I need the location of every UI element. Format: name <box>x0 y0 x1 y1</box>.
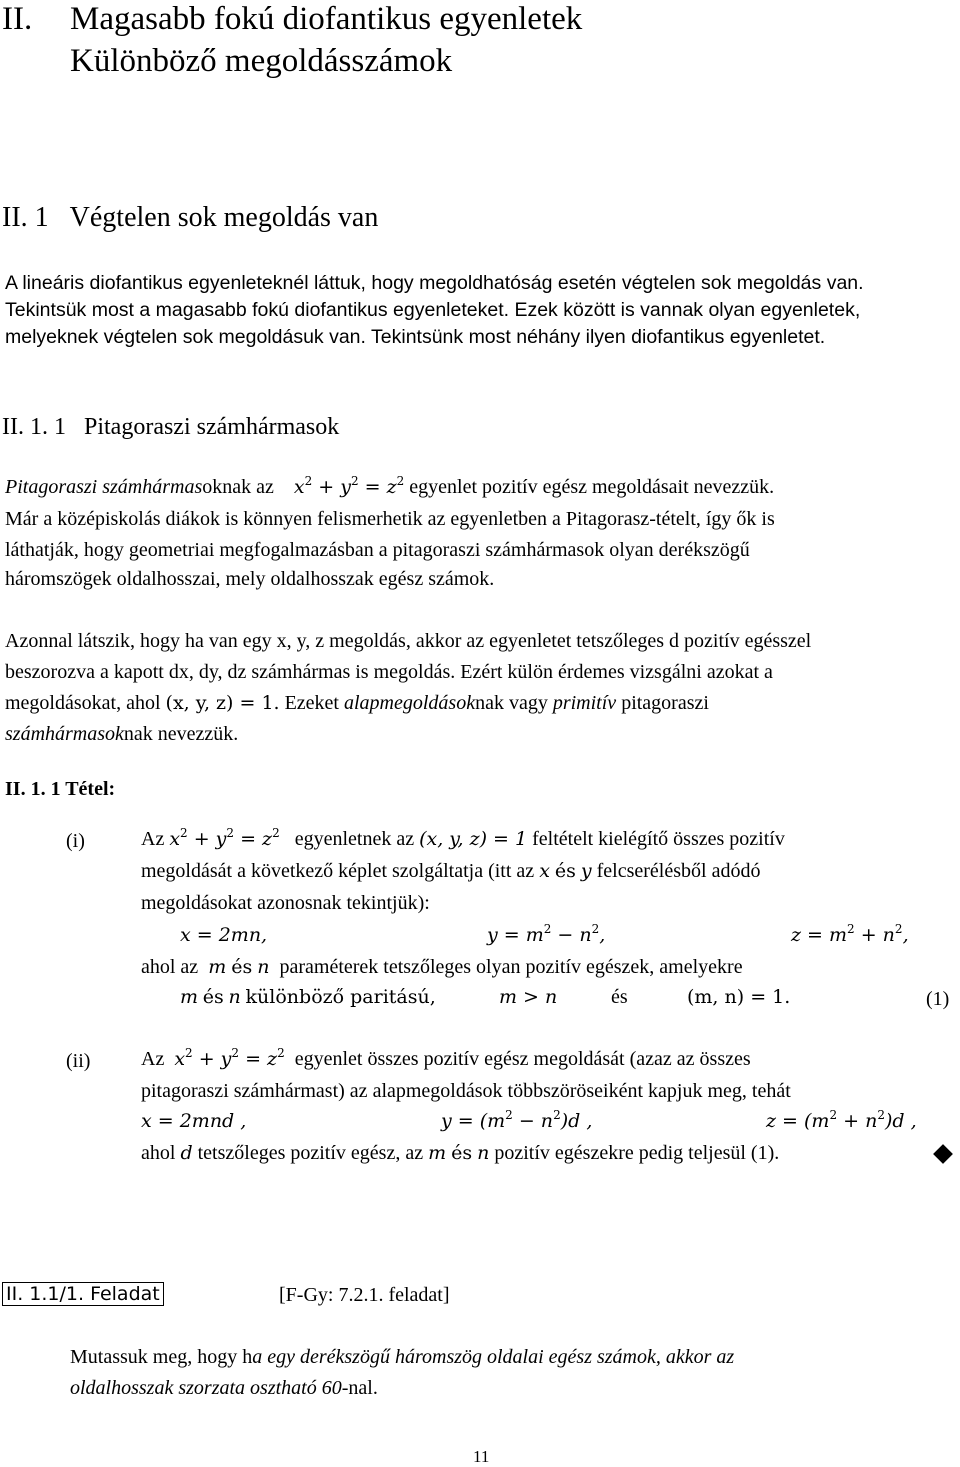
chapter-subtitle: Különböző megoldásszámok <box>70 43 453 79</box>
exercise-line2 <box>70 1375 378 1402</box>
item-i-label: (i) <box>66 830 85 852</box>
section-number: II. 1 <box>2 202 49 233</box>
intro-line2: Tekintsük most a magasabb fokú diofantikus egyenleteket. Ezek között is vannak olyan egyenletek, <box>5 299 861 321</box>
exercise-line1 <box>70 1344 734 1371</box>
term-szamharmas: számhármasok <box>5 723 124 745</box>
item-i-text2: feltételt kielégítő összes pozitív <box>532 828 785 850</box>
item-i-text5: ahol az <box>141 956 199 978</box>
item-ii-text2: ahol <box>141 1142 176 1164</box>
condition-gcd-mn: (m, n) = 1. <box>687 986 791 1008</box>
para2-text-c: nak vagy <box>475 692 548 714</box>
item-ii-line4 <box>141 1142 779 1165</box>
formula-x: x = 2mn, <box>180 924 268 946</box>
item-i-az: Az <box>141 828 165 850</box>
item-ii-equation: $x^2 + y^2 = z^2$ <box>174 1046 285 1070</box>
item-i-text6: paraméterek tetszőleges olyan pozitív egészek, amelyekre <box>279 956 743 978</box>
es-word: és <box>231 956 253 978</box>
item-i-condition: (x, y, z) = 1 <box>419 828 528 850</box>
def-line1 <box>5 474 774 501</box>
var-d: d <box>180 1142 193 1164</box>
exercise-text-a: Mutassuk meg, hogy h <box>70 1346 253 1368</box>
var-m: m <box>428 1142 447 1164</box>
item-i-equation: $x^2 + y^2 = z^2$ <box>169 826 280 850</box>
def-text: oknak az <box>202 476 274 498</box>
var-x: x <box>539 860 550 882</box>
formula-y-d: $y = (m^2 - n^2)d$ , <box>441 1108 593 1132</box>
es-word: és <box>554 860 576 882</box>
para2-line3 <box>5 690 709 717</box>
exercise-reference: [F-Gy: 7.2.1. feladat] <box>279 1284 450 1306</box>
var-n: n <box>477 1142 490 1164</box>
item-i-line6 <box>180 986 436 1009</box>
def-line4: háromszögek oldalhosszai, mely oldalhosszak egész számok. <box>5 568 495 590</box>
chapter-title-line1 <box>2 0 582 38</box>
def-term: Pitagoraszi számhármas <box>5 476 203 498</box>
item-i-line1 <box>141 828 785 851</box>
para2-text-end: nak nevezzük. <box>123 723 239 745</box>
para2-text-a: megoldásokat, ahol <box>5 692 161 714</box>
chapter-number: II. <box>2 1 33 37</box>
section-heading <box>2 202 378 234</box>
theorem-heading: II. 1. 1 Tétel: <box>5 778 116 800</box>
exercise-text-d: -nal. <box>341 1377 378 1399</box>
def-text-end: egyenlet pozitív egész megoldásait nevezzük. <box>409 476 775 498</box>
parity-text: különböző paritású, <box>245 986 436 1008</box>
formula-z: $z = m^2 + n^2$, <box>791 922 909 946</box>
def-line3: láthatják, hogy geometriai megfogalmazásban a pitagoraszi számhármasok olyan derékszögű <box>5 539 750 561</box>
item-i-text1: egyenletnek az <box>294 828 415 850</box>
formula-z-d: $z = (m^2 + n^2)d$ , <box>766 1108 917 1132</box>
condition-es: és <box>611 986 628 1008</box>
formula-y: $y = m^2 - n^2$, <box>487 922 606 946</box>
item-ii-text3: tetszőleges pozitív egész, az <box>197 1142 424 1164</box>
subsection-number: II. 1. 1 <box>2 414 66 440</box>
var-n: n <box>257 956 270 978</box>
end-of-proof-diamond-icon <box>933 1144 953 1164</box>
item-ii-label: (ii) <box>66 1050 91 1072</box>
item-ii-az: Az <box>141 1048 165 1070</box>
item-i-line3: megoldásokat azonosnak tekintjük): <box>141 892 430 914</box>
equation-number: (1) <box>926 988 950 1010</box>
item-ii-line1 <box>141 1048 751 1071</box>
es-word: és <box>451 1142 473 1164</box>
item-i-line2 <box>141 860 760 883</box>
exercise-text-c: oldalhosszak szorzata osztható 60 <box>70 1377 342 1399</box>
var-m: m <box>180 986 199 1008</box>
item-ii-text1: egyenlet összes pozitív egész megoldását (azaz az összes <box>294 1048 751 1070</box>
term-primitiv: primitív <box>552 692 617 714</box>
var-n: n <box>228 986 241 1008</box>
es-word: és <box>202 986 224 1008</box>
intro-line1: A lineáris diofantikus egyenleteknél láttuk, hogy megoldhatóság esetén végtelen sok megoldás van. <box>5 272 864 294</box>
subsection-title: Pitagoraszi számhármasok <box>83 414 340 440</box>
item-ii-text4: pozitív egészekre pedig teljesül (1). <box>494 1142 780 1164</box>
item-i-line5 <box>141 956 743 979</box>
term-alapmegoldas: alapmegoldások <box>343 692 476 714</box>
exercise-label: II. 1.1/1. Feladat <box>2 1282 164 1306</box>
subsection-heading <box>2 414 339 441</box>
chapter-title: Magasabb fokú diofantikus egyenletek <box>70 1 583 37</box>
para2-text-b: Ezeket <box>284 692 339 714</box>
item-i-text3: megoldását a következő képlet szolgáltatja (itt az <box>141 860 535 882</box>
exercise-text-b: a egy derékszögű háromszög oldalai egész számok, akkor az <box>252 1346 735 1368</box>
pythagorean-equation: $x^2 + y^2 = z^2$ <box>293 474 405 498</box>
para2-line2: beszorozva a kapott dx, dy, dz számhármas is megoldás. Ezért külön érdemes vizsgálni azokat a <box>5 661 773 683</box>
section-title: Végtelen sok megoldás van <box>69 202 379 233</box>
intro-line3: melyeknek végtelen sok megoldásuk van. Tekintsünk most néhány ilyen diofantikus egyenletet. <box>5 326 826 348</box>
page-number: 11 <box>473 1447 490 1466</box>
var-m: m <box>208 956 227 978</box>
formula-x-d: x = 2mnd , <box>141 1110 247 1132</box>
item-i-text4: felcserélésből adódó <box>596 860 761 882</box>
def-line2: Már a középiskolás diákok is könnyen felismerhetik az egyenletben a Pitagorasz-tételt, így ők is <box>5 508 775 530</box>
var-y: y <box>580 860 592 882</box>
para2-text-d: pitagoraszi <box>621 692 709 714</box>
para2-line1: Azonnal látszik, hogy ha van egy x, y, z megoldás, akkor az egyenletet tetszőleges d pozitív egésszel <box>5 630 812 652</box>
gcd-condition: (x, y, z) = 1. <box>165 692 280 714</box>
item-ii-line2: pitagoraszi számhármast) az alapmegoldások többszöröseiként kapjuk meg, tehát <box>141 1080 791 1102</box>
para2-line4 <box>5 721 238 748</box>
condition-m-gt-n: m > n <box>499 986 558 1008</box>
exercise-box <box>2 1283 164 1305</box>
